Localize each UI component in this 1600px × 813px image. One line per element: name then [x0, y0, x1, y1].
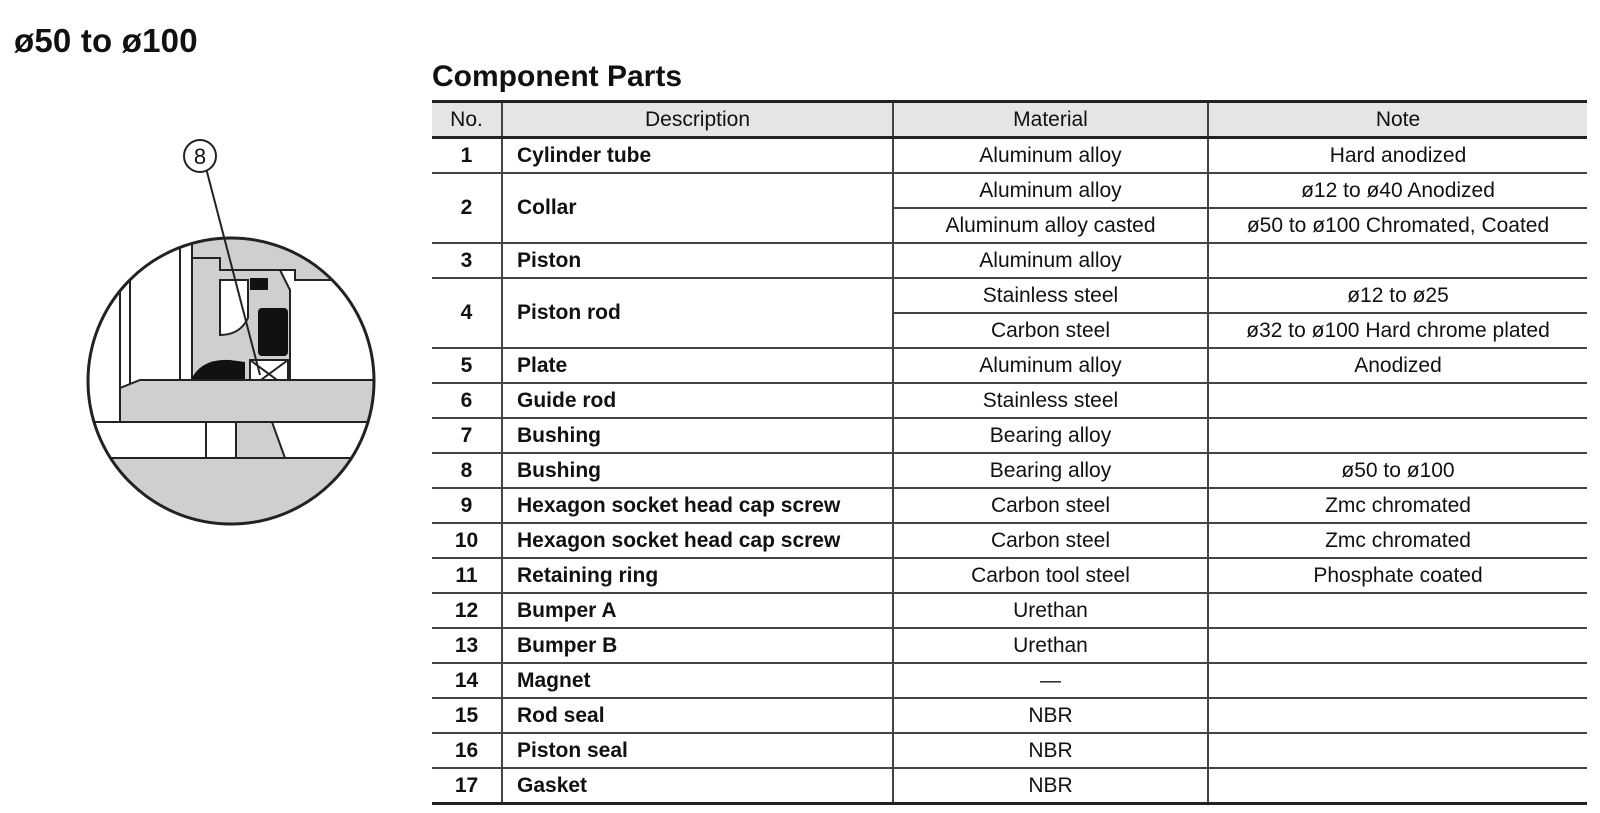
- row-no: 10: [432, 523, 502, 558]
- row-note: [1208, 663, 1587, 698]
- row-no: 14: [432, 663, 502, 698]
- row-description: Rod seal: [502, 698, 893, 733]
- row-description: Plate: [502, 348, 893, 383]
- table-body: [432, 138, 1587, 804]
- row-note: [1208, 243, 1587, 278]
- header-material: Material: [893, 102, 1208, 138]
- row-note: [1208, 593, 1587, 628]
- row-material: Aluminum alloy: [893, 348, 1208, 383]
- row-material: Bearing alloy: [893, 453, 1208, 488]
- row-description: Guide rod: [502, 383, 893, 418]
- row-note: ø32 to ø100 Hard chrome plated: [1208, 313, 1587, 348]
- row-no: 4: [432, 278, 502, 348]
- table-row: [432, 348, 1587, 383]
- row-material: Stainless steel: [893, 383, 1208, 418]
- row-no: 5: [432, 348, 502, 383]
- row-description: Gasket: [502, 768, 893, 804]
- row-material: NBR: [893, 768, 1208, 804]
- table-row: [432, 663, 1587, 698]
- row-material: Urethan: [893, 593, 1208, 628]
- table-row: [432, 733, 1587, 768]
- row-no: 2: [432, 173, 502, 243]
- row-description: Cylinder tube: [502, 138, 893, 174]
- header-description: Description: [502, 102, 893, 138]
- row-material: NBR: [893, 733, 1208, 768]
- row-material: Aluminum alloy: [893, 138, 1208, 174]
- table-row: [432, 243, 1587, 278]
- row-description: Retaining ring: [502, 558, 893, 593]
- table-row: [432, 698, 1587, 733]
- row-material: Aluminum alloy casted: [893, 208, 1208, 243]
- row-no: 13: [432, 628, 502, 663]
- row-description: Bushing: [502, 453, 893, 488]
- detail-diagram: [80, 130, 390, 540]
- row-material: Carbon steel: [893, 523, 1208, 558]
- callout-number: 8: [193, 144, 207, 169]
- row-note: [1208, 383, 1587, 418]
- row-material: Urethan: [893, 628, 1208, 663]
- row-description: Hexagon socket head cap screw: [502, 488, 893, 523]
- page-title: ø50 to ø100: [14, 22, 198, 59]
- row-no: 1: [460, 143, 473, 167]
- row-material: Bearing alloy: [893, 418, 1208, 453]
- row-no: 8: [432, 453, 502, 488]
- row-description: Bushing: [502, 418, 893, 453]
- row-description: Piston rod: [502, 278, 893, 348]
- table-row: [432, 768, 1587, 804]
- table-row: [432, 453, 1587, 488]
- table-row: [432, 523, 1587, 558]
- row-note: [1208, 628, 1587, 663]
- row-note: Zmc chromated: [1208, 488, 1587, 523]
- row-note: ø50 to ø100: [1208, 453, 1587, 488]
- component-parts-table: [432, 100, 1587, 805]
- table-row: [432, 138, 1587, 174]
- row-description: Collar: [502, 173, 893, 243]
- row-no: 15: [432, 698, 502, 733]
- row-no: 6: [432, 383, 502, 418]
- section-title: Component Parts: [432, 60, 683, 93]
- row-material: Carbon steel: [893, 313, 1208, 348]
- row-description: Hexagon socket head cap screw: [502, 523, 893, 558]
- row-note: Zmc chromated: [1208, 523, 1587, 558]
- table-row: [432, 278, 1587, 313]
- row-note: ø12 to ø25: [1208, 278, 1587, 313]
- table-row: [432, 418, 1587, 453]
- row-note: Phosphate coated: [1208, 558, 1587, 593]
- row-no: 17: [432, 768, 502, 804]
- row-note: ø50 to ø100 Chromated, Coated: [1208, 208, 1587, 243]
- row-material: Stainless steel: [893, 278, 1208, 313]
- row-material: Aluminum alloy: [893, 243, 1208, 278]
- row-no: 16: [432, 733, 502, 768]
- row-note: [1208, 418, 1587, 453]
- table-header-row: [432, 102, 1587, 138]
- table-row: [432, 383, 1587, 418]
- table-row: [432, 488, 1587, 523]
- row-note: Hard anodized: [1208, 138, 1587, 174]
- row-material: NBR: [893, 698, 1208, 733]
- table-row: [432, 628, 1587, 663]
- row-no: 9: [432, 488, 502, 523]
- row-description: Magnet: [502, 663, 893, 698]
- row-no: 11: [432, 558, 502, 593]
- row-note: Anodized: [1208, 348, 1587, 383]
- header-no: No.: [432, 102, 502, 138]
- row-material: —: [893, 663, 1208, 698]
- row-note: [1208, 698, 1587, 733]
- row-description: Bumper A: [502, 593, 893, 628]
- row-material: Aluminum alloy: [893, 173, 1208, 208]
- row-note: [1208, 768, 1587, 804]
- row-note: ø12 to ø40 Anodized: [1208, 173, 1587, 208]
- row-material: Carbon steel: [893, 488, 1208, 523]
- row-description: Bumper B: [502, 628, 893, 663]
- row-note: [1208, 733, 1587, 768]
- row-description: Piston: [502, 243, 893, 278]
- table-row: [432, 593, 1587, 628]
- table-row: [432, 173, 1587, 208]
- row-no: 3: [432, 243, 502, 278]
- table-row: [432, 558, 1587, 593]
- header-note: Note: [1208, 102, 1587, 138]
- row-material: Carbon tool steel: [893, 558, 1208, 593]
- row-description: Piston seal: [502, 733, 893, 768]
- row-no: 7: [432, 418, 502, 453]
- row-no: 12: [432, 593, 502, 628]
